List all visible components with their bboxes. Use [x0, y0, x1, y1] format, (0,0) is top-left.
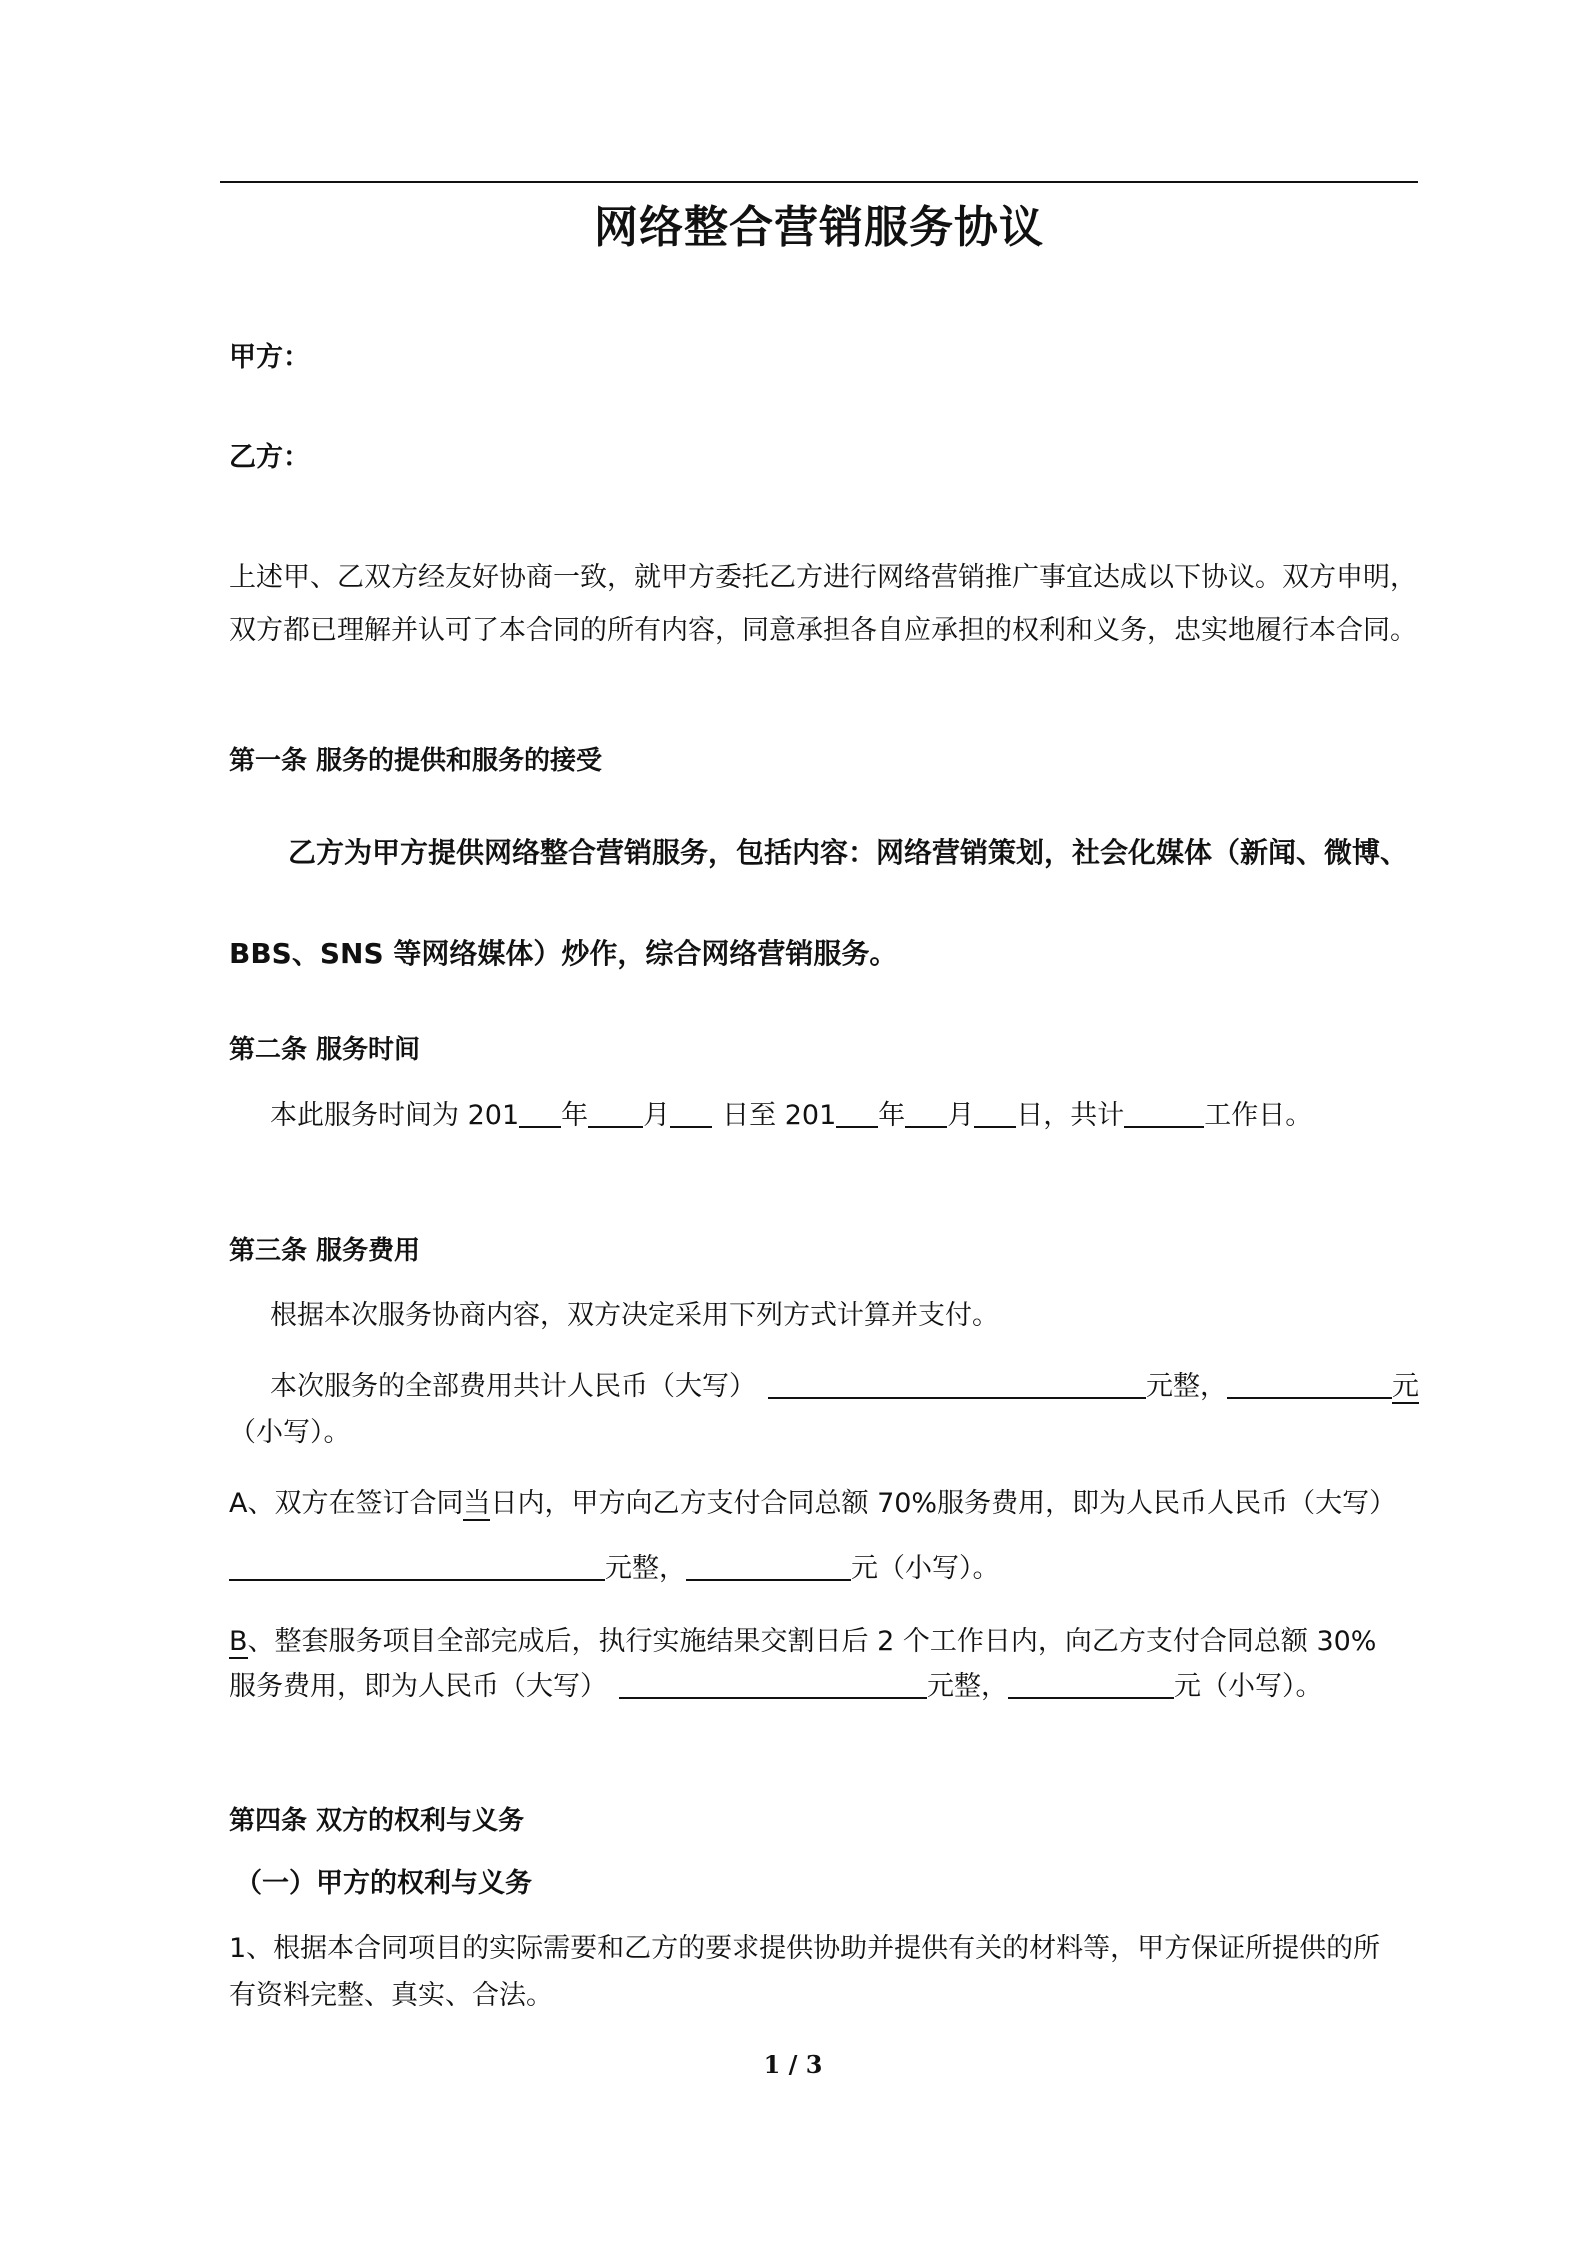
total-fee-lowercase-note: （小写）。	[229, 1417, 351, 1448]
payment-a-yuan-zheng: 元整，	[605, 1553, 686, 1584]
article-1-line-1: 乙方为甲方提供网络整合营销服务，包括内容：网络营销策划，社会化媒体（新闻、微博、	[288, 836, 1409, 869]
payment-b-letter: B	[229, 1626, 248, 1657]
payment-a-lowercase-note: （小写）。	[878, 1553, 1000, 1584]
payment-b-line-2	[229, 1667, 1323, 1707]
month-label-1: 月	[643, 1100, 671, 1131]
payment-b-line-1	[229, 1622, 1376, 1662]
total-fee-uppercase-blank[interactable]	[768, 1367, 1146, 1399]
payment-a-lowercase-blank[interactable]	[686, 1549, 851, 1581]
payment-a-line-1	[229, 1484, 1396, 1524]
total-fee-line	[270, 1367, 1419, 1407]
year-label-1: 年	[561, 1100, 589, 1131]
workdays-blank[interactable]	[1124, 1096, 1204, 1128]
payment-a-prefix: A、双方在签订合同	[229, 1488, 464, 1519]
article-4-heading: 第四条 双方的权利与义务	[229, 1806, 525, 1836]
service-time-prefix: 本此服务时间为 201	[270, 1100, 520, 1131]
total-fee-yuan-zheng: 元整，	[1146, 1371, 1227, 1402]
intro-paragraph: 上述甲、乙双方经友好协商一致，就甲方委托乙方进行网络营销推广事宜达成以下协议。双方申明，双方都已理解并认可了本合同的所有内容，同意承担各自应承担的权利和义务，忠实地履行本合同。	[229, 562, 1417, 646]
article-4-item-1-line-2: 有资料完整、真实、合法。	[229, 1980, 553, 2011]
article-2-heading: 第二条 服务时间	[229, 1035, 421, 1065]
payment-b-yuan-zheng: 元整，	[927, 1671, 1008, 1702]
article-2-service-time	[270, 1096, 1312, 1136]
end-month-blank[interactable]	[905, 1096, 947, 1128]
day-total-label: 日，共计	[1016, 1100, 1125, 1131]
end-year-blank[interactable]	[836, 1096, 878, 1128]
payment-b-rest: 、整套服务项目全部完成后，执行实施结果交割日后 2 个工作日内，向乙方支付合同总额 30%	[247, 1626, 1377, 1657]
end-day-blank[interactable]	[974, 1096, 1016, 1128]
article-4-item-1-line-1: 1、根据本合同项目的实际需要和乙方的要求提供协助并提供有关的材料等，甲方保证所提供的所	[229, 1933, 1381, 1964]
start-day-blank[interactable]	[670, 1096, 712, 1128]
payment-b-yuan: 元	[1174, 1671, 1201, 1702]
document-title: 网络整合营销服务协议	[594, 202, 1044, 253]
article-3-line-1: 根据本次服务协商内容，双方决定采用下列方式计算并支付。	[270, 1300, 999, 1331]
total-fee-prefix: 本次服务的全部费用共计人民币（大写）	[270, 1371, 756, 1402]
payment-a-rest: 日内，甲方向乙方支付合同总额 70%服务费用，即为人民币人民币（大写）	[490, 1488, 1397, 1519]
start-month-blank[interactable]	[588, 1096, 643, 1128]
payment-b-uppercase-blank[interactable]	[619, 1667, 927, 1699]
article-1-heading: 第一条 服务的提供和服务的接受	[229, 746, 603, 776]
month-label-2: 月	[947, 1100, 975, 1131]
party-a-label: 甲方：	[229, 342, 310, 373]
payment-b-lowercase-blank[interactable]	[1008, 1667, 1174, 1699]
day-to-label: 日至 201	[722, 1100, 837, 1131]
payment-b-lowercase-note: （小写）。	[1201, 1671, 1323, 1702]
payment-a-dang: 当	[463, 1488, 491, 1519]
workdays-label: 工作日。	[1204, 1100, 1313, 1131]
article-3-heading: 第三条 服务费用	[229, 1236, 421, 1266]
payment-a-uppercase-blank[interactable]	[229, 1549, 605, 1581]
article-4-subheading: （一）甲方的权利与义务	[235, 1868, 532, 1899]
header-rule	[220, 181, 1418, 183]
start-year-blank[interactable]	[519, 1096, 561, 1128]
total-fee-yuan: 元	[1392, 1371, 1419, 1402]
payment-a-line-2	[229, 1549, 1000, 1589]
party-b-label: 乙方：	[229, 442, 310, 473]
article-1-line-2: BBS、SNS 等网络媒体）炒作，综合网络营销服务。	[229, 937, 898, 970]
payment-b-line-2-text: 服务费用，即为人民币（大写）	[229, 1671, 607, 1702]
year-label-2: 年	[878, 1100, 906, 1131]
payment-a-yuan: 元	[851, 1553, 878, 1584]
total-fee-lowercase-blank[interactable]	[1227, 1367, 1392, 1399]
page-number: 1 / 3	[763, 2050, 823, 2079]
